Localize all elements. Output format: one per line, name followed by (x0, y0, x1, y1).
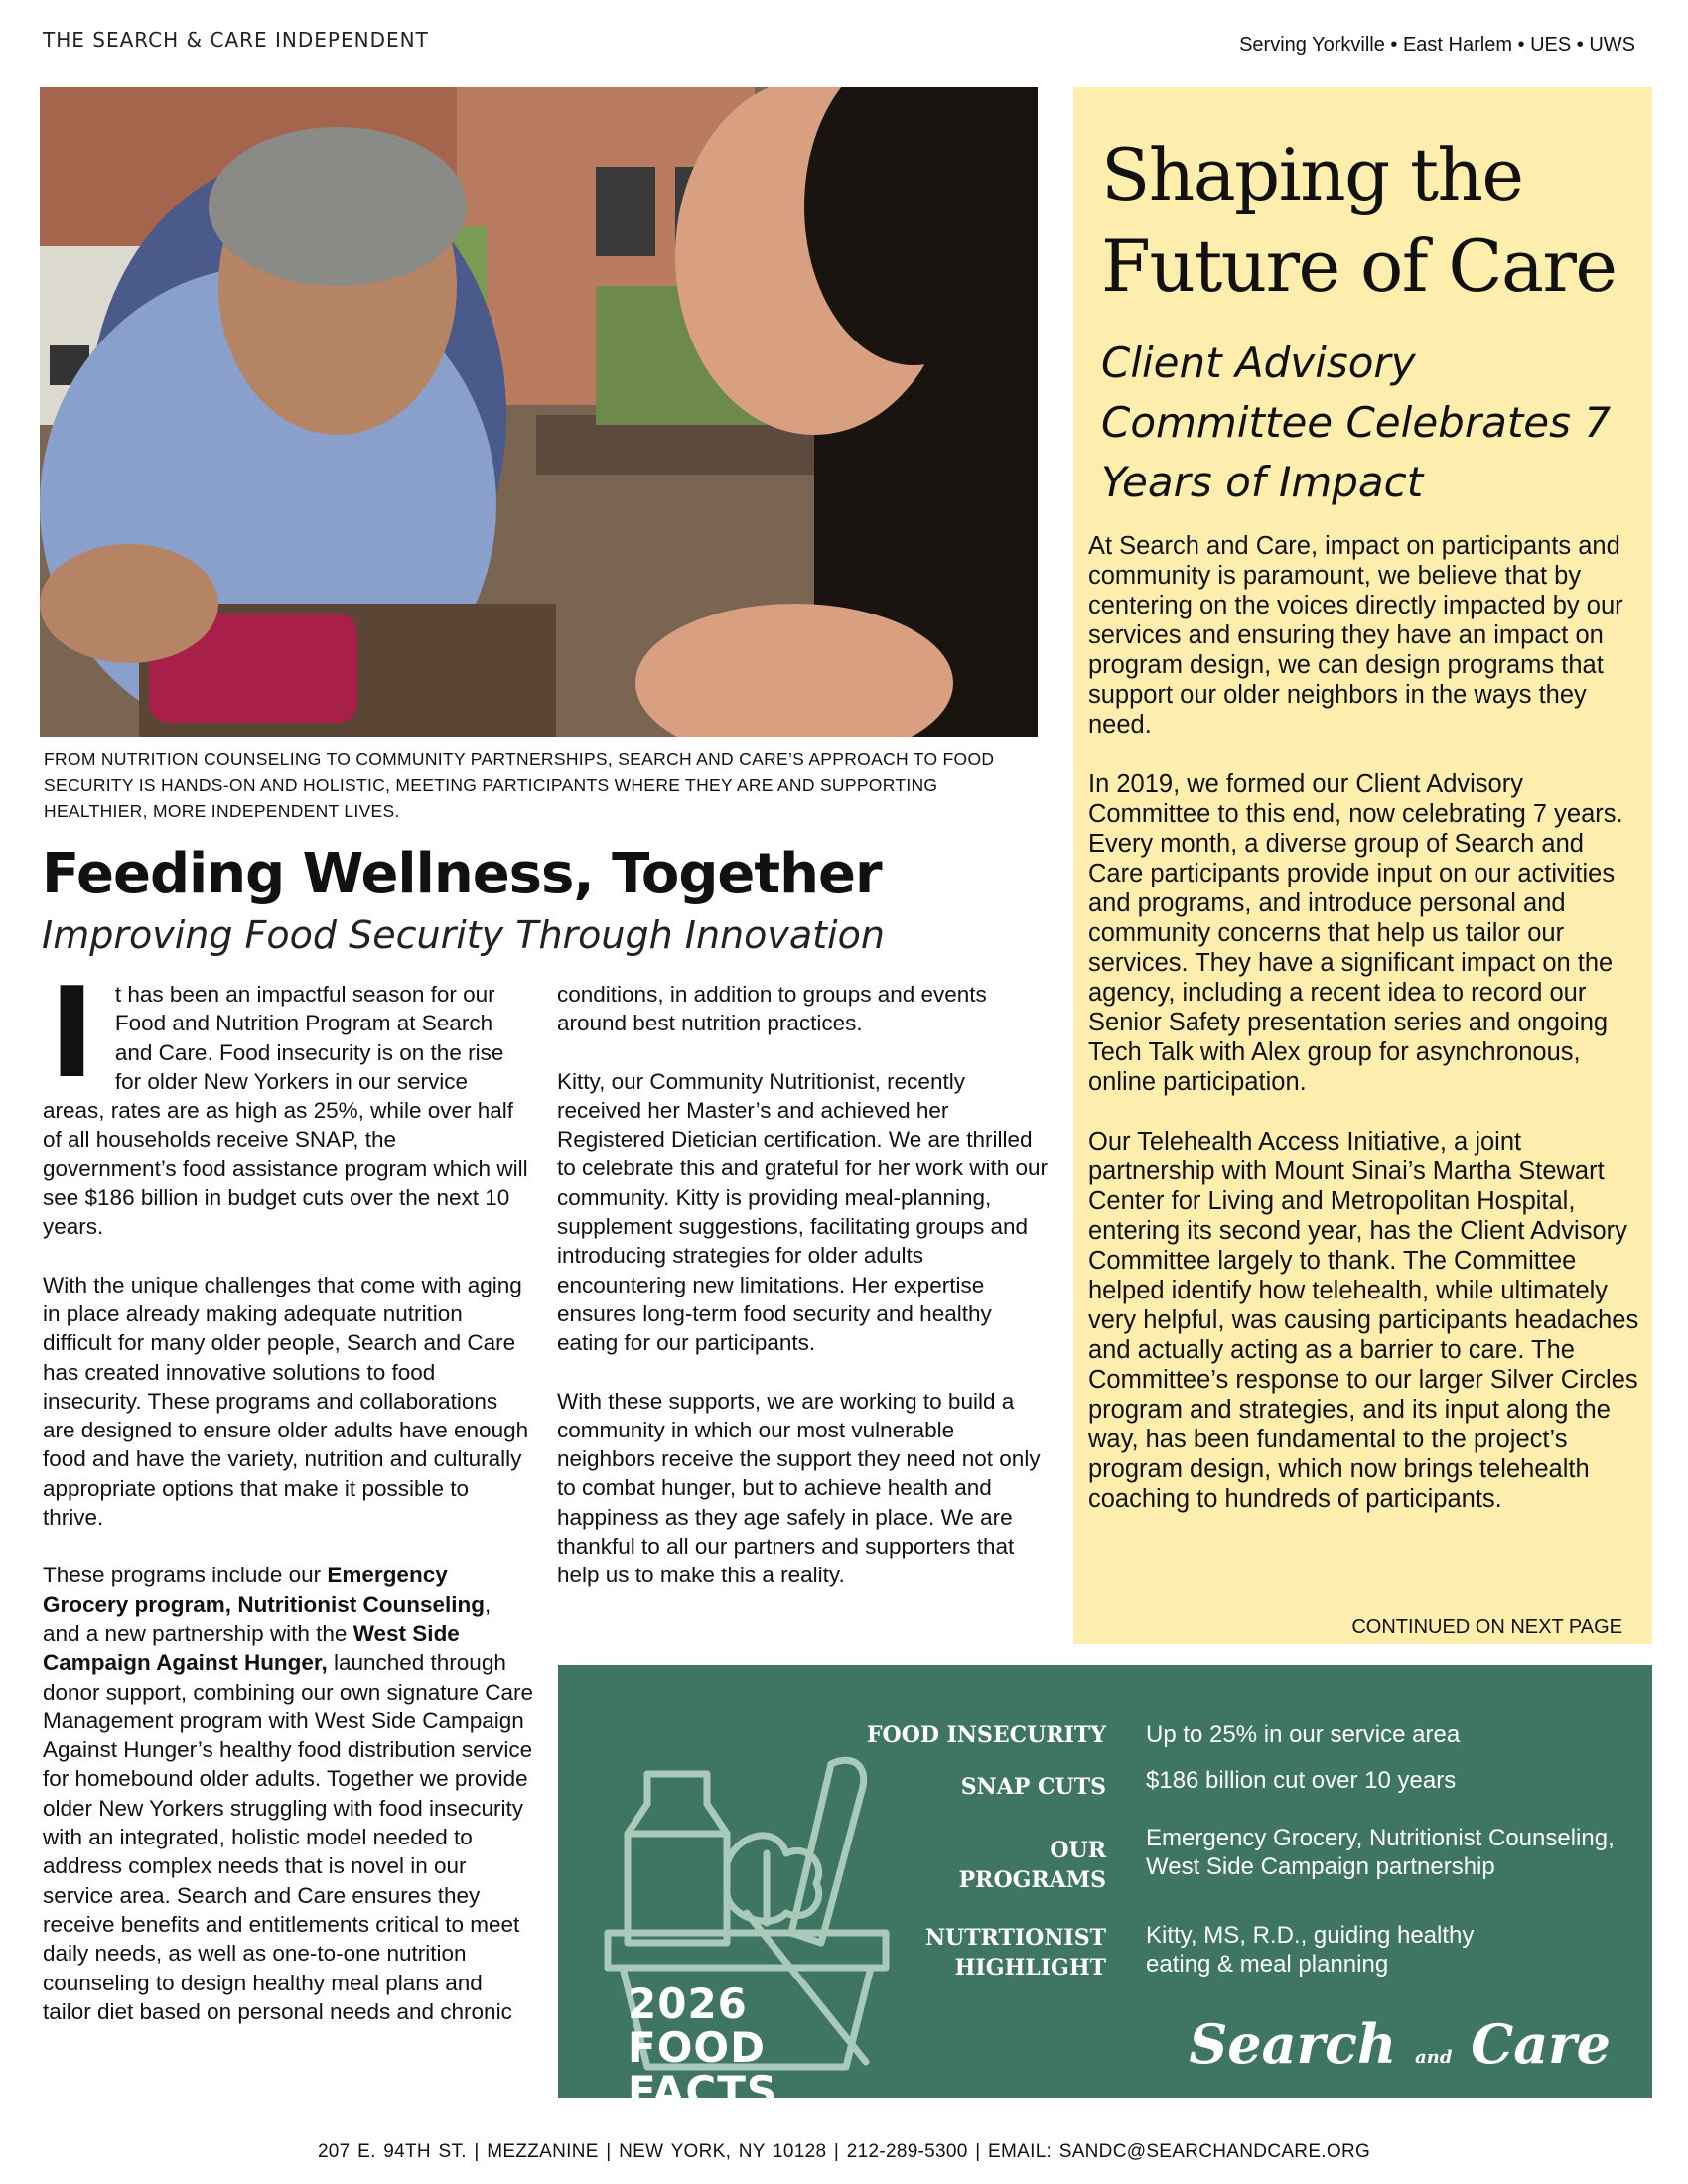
facts-label-facts: FACTS (628, 2067, 778, 2116)
logo-search: Search (1189, 2012, 1397, 2076)
service-areas: Serving Yorkville • East Harlem • UES • UWS (1239, 34, 1635, 56)
paragraph-text: launched through donor support, combining our own signature Care Management program with West Side Campaign Against Hunger’s healthy food distribution service for homebound older adults. Together we provide older New Yorkers struggling with food insecurity with an integrated, holistic model needed to address complex needs that is novel in our service area. Search and Care ensures they receive benefits and entitlements critical to meet daily needs, as well as one-to-one nutrition counseling to design healthy meal plans and tailor diet based on personal needs and chronic (43, 1650, 534, 2024)
article-paragraph-5: Kitty, our Community Nutritionist, recently received her Master’s and achieved her Registered Dietician certification. We are thrilled to celebrate this and grateful for her work with our community. Kitty is providing meal-planning, supplement suggestions, facilitating groups and introducing strategies for older adults encountering new limitations. Her expertise ensures long-term food security and healthy eating for our participants. (557, 1068, 1049, 1356)
photo-illustration-icon (40, 87, 1038, 737)
food-facts-box (558, 1665, 1652, 2116)
paragraph-text: , and a new partnership with the (43, 1591, 492, 1646)
article-column-1 (43, 960, 534, 2055)
sidebar-body (1088, 531, 1639, 1544)
sidebar-paragraph-1: At Search and Care, impact on participants and community is paramount, we believe that by centering on the voices directly impacted by our services and ensuring they have an impact on program design, we can design programs that support our older neighbors in the ways they need. (1088, 532, 1623, 739)
article-paragraph-1 (43, 960, 534, 1242)
fact-value-food-insecurity: Up to 25% in our service area (1146, 1721, 1461, 1748)
logo-and: and (1415, 2047, 1453, 2068)
feature-photo (40, 87, 1038, 737)
facts-label-food: FOOD (628, 2023, 766, 2072)
logo-care: Care (1471, 2012, 1611, 2076)
sidebar-feature (1073, 87, 1652, 1644)
article-paragraph-1-text: t has been an impactful season for our Food and Nutrition Program at Search and Care. Food insecurity is on the rise for older New Yorkers in our service areas, rates are as high as 25%, while over half of all households receive SNAP, the government’s food assistance program which will see $186 billion in budget cuts over the next 10 years. (43, 982, 528, 1240)
search-and-care-logo (1189, 2012, 1611, 2076)
article-paragraph-3 (43, 1561, 534, 2026)
contact-footer: 207 E. 94TH ST. | MEZZANINE | NEW YORK, NY 10128 | 212-289-5300 | EMAIL: SANDC@SEARCHANDCARE.ORG (317, 2141, 1371, 2162)
fact-value-nutritionist-highlight: Kitty, MS, R.D., guiding healthy eating & meal planning (1146, 1922, 1475, 1978)
food-facts-label (628, 1979, 778, 2116)
fact-key-snap-cuts: SNAP CUTS (960, 1774, 1106, 1800)
facts-label-year: 2026 (628, 1979, 748, 2028)
sidebar-title: Shaping the Future of Care (1101, 133, 1617, 308)
fact-key-food-insecurity: FOOD INSECURITY (866, 1722, 1106, 1748)
continued-notice: CONTINUED ON NEXT PAGE (1351, 1616, 1622, 1638)
photo-caption: FROM NUTRITION COUNSELING TO COMMUNITY PARTNERSHIPS, SEARCH AND CARE’S APPROACH TO FOOD SECURITY IS HANDS-ON AND HOLISTIC, MEETING PARTICIPANTS WHERE THEY ARE AND SUPPORTING HEALTHIER, MORE INDEPENDENT LIVES. (44, 750, 995, 821)
fact-key-our-programs: OUR PROGRAMS (958, 1838, 1106, 1893)
article-dek: Improving Food Security Through Innovation (42, 913, 885, 957)
article-column-2 (557, 980, 1049, 1619)
paragraph-text: These programs include our (43, 1563, 328, 1588)
article-paragraph-6: With these supports, we are working to build a community in which our most vulnerable neighbors receive the support they need not only to combat hunger, but to achieve health and happiness as they age safely in place. We are thankful to all our partners and supporters that help us to make this a reality. (557, 1388, 1041, 1588)
sidebar-subtitle: Client Advisory Committee Celebrates 7 Years of Impact (1101, 339, 1612, 506)
sidebar-paragraph-2: In 2019, we formed our Client Advisory Committee to this end, now celebrating 7 years. Every month, a diverse group of Search and Care participants provide input on our activities and programs, and introduce personal and community concerns that help us tailor our services. They have a significant impact on the agency, including a recent idea to record our Senior Safety presentation series and ongoing Tech Talk with Alex group for asynchronous, online participation. (1088, 770, 1623, 1096)
program-names-bold: Emergency Grocery program, Nutritionist Counseling (43, 1563, 486, 1617)
sidebar-paragraph-3: Our Telehealth Access Initiative, a joint partnership with Mount Sinai’s Martha Stewart Center for Living and Metropolitan Hospital, entering its second year, has the Client Advisory Committee largely to thank. The Committee helped identify how telehealth, while ultimately very helpful, was causing participants headaches and actually acting as a barrier to care. The Committee’s response to our larger Silver Circles program and strategies, and its input along the way, has been fundamental to the project’s program design, which now brings telehealth coaching to hundreds of participants. (1088, 1128, 1639, 1513)
partner-name-bold: West Side Campaign Against Hunger, (43, 1620, 460, 1676)
fact-value-our-programs: Emergency Grocery, Nutritionist Counseling, West Side Campaign partnership (1146, 1825, 1615, 1880)
fact-value-snap-cuts: $186 billion cut over 10 years (1146, 1767, 1457, 1794)
drop-cap: I (49, 960, 95, 1106)
article-paragraph-2: With the unique challenges that come with aging in place already making adequate nutrition difficult for many older people, Search and Care has created innovative solutions to food insecurity. These programs and collaborations are designed to ensure older adults have enough food and have the variety, nutrition and culturally appropriate options that make it possible to thrive. (43, 1272, 529, 1531)
masthead: THE SEARCH & CARE INDEPENDENT (43, 28, 429, 52)
article-paragraph-4: conditions, in addition to groups and events around best nutrition practices. (557, 982, 987, 1036)
fact-key-nutritionist-highlight: NUTRTIONIST HIGHLIGHT (924, 1925, 1106, 1980)
article-headline: Feeding Wellness, Together (42, 842, 882, 906)
